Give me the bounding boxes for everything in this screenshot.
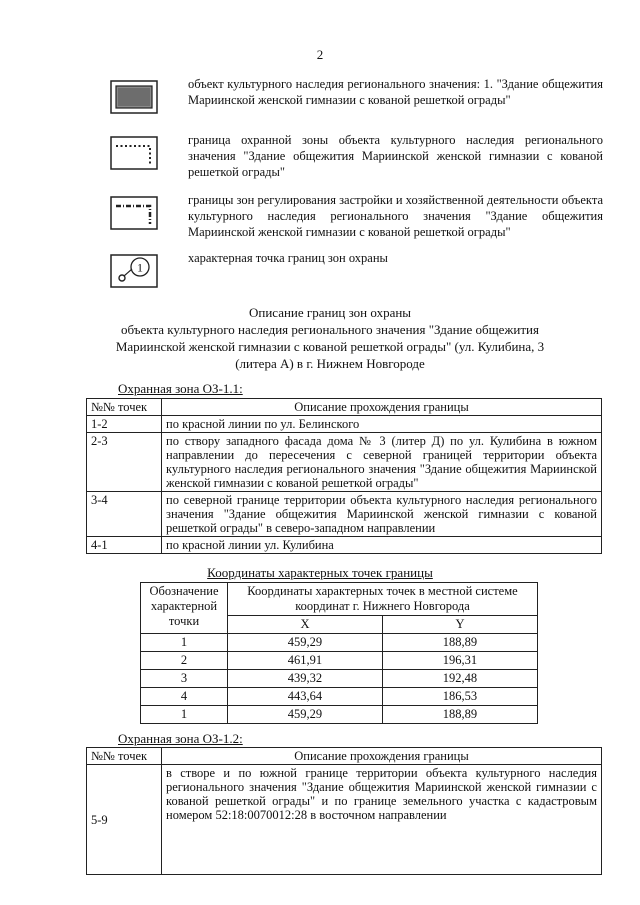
table-row — [141, 688, 538, 706]
characteristic-point-icon — [110, 254, 158, 293]
table-row — [87, 492, 602, 537]
x-cell: 439,32 — [228, 670, 383, 688]
legend-text-monument: объект культурного наследия регионального значения: 1. "Здание общежития Мариинской женской гимназии с кованой решеткой ограды" — [188, 77, 603, 107]
description-cell: по красной линии ул. Кулибина — [162, 537, 602, 554]
table-row — [87, 433, 602, 492]
table-header-row — [141, 583, 538, 616]
points-cell: 5-9 — [87, 765, 162, 875]
x-cell: 443,64 — [228, 688, 383, 706]
column-header-coordinates: Координаты характерных точек в местной системе координат г. Нижнего Новгорода — [228, 583, 538, 616]
table-row — [141, 706, 538, 724]
description-cell: по северной границе территории объекта культурного наследия регионального значения "Здание общежития Мариинской женской гимназии с кованой решеткой ограды" в северо-западном направлении — [162, 492, 602, 537]
table-row — [87, 537, 602, 554]
heading-line-4: (литера А) в г. Нижнем Новгороде — [235, 356, 425, 371]
section-heading — [40, 304, 620, 372]
point-cell: 1 — [141, 634, 228, 652]
y-cell: 196,31 — [382, 652, 537, 670]
description-cell: по красной линии по ул. Белинского — [162, 416, 602, 433]
y-cell: 188,89 — [382, 634, 537, 652]
column-header-description: Описание прохождения границы — [162, 748, 602, 765]
column-header-description: Описание прохождения границы — [162, 399, 602, 416]
regulation-zone-boundary-icon — [110, 196, 158, 235]
legend-text-regulation-zone: границы зон регулирования застройки и хозяйственной деятельности объекта культурного наследия регионального значения "Здание общежития Мариинской женской гимназии с кованой решеткой ограды" — [188, 193, 603, 239]
coordinates-title: Координаты характерных точек границы — [207, 565, 433, 580]
description-cell: в створе и по южной границе территории объекта культурного наследия регионального значения "Здание общежития Мариинской женской гимназии с кованой решеткой ограды" и по границе земельного участка с кадастровым номером 52:18:0070012:28 в восточном направлении — [162, 765, 602, 875]
column-header-x: X — [228, 616, 383, 634]
column-header-point-designation: Обозначение характерной точки — [141, 583, 228, 634]
heading-line-1: Описание границ зон охраны — [248, 305, 412, 320]
points-cell: 1-2 — [87, 416, 162, 433]
zone-1-caption: Охранная зона ОЗ-1.1: — [118, 381, 243, 396]
column-header-points: №№ точек — [87, 399, 162, 416]
table-row — [87, 765, 602, 875]
point-cell: 2 — [141, 652, 228, 670]
heading-line-3: Мариинской женской гимназии с кованой решеткой ограды" (ул. Кулибина, 3 — [115, 339, 545, 354]
table-row — [141, 652, 538, 670]
y-cell: 186,53 — [382, 688, 537, 706]
zone-2-table — [86, 747, 602, 875]
points-cell: 4-1 — [87, 537, 162, 554]
y-cell: 192,48 — [382, 670, 537, 688]
column-header-points: №№ точек — [87, 748, 162, 765]
points-cell: 3-4 — [87, 492, 162, 537]
protection-zone-boundary-icon — [110, 136, 158, 175]
zone-2-caption: Охранная зона ОЗ-1.2: — [118, 731, 243, 746]
page-number: 2 — [316, 47, 324, 62]
svg-text:1: 1 — [137, 260, 143, 275]
x-cell: 459,29 — [228, 706, 383, 724]
table-header-row — [87, 399, 602, 416]
table-row — [141, 670, 538, 688]
point-cell: 4 — [141, 688, 228, 706]
coordinates-table — [140, 582, 538, 724]
description-cell: по створу западного фасада дома № 3 (литер Д) по ул. Кулибина в южном направлении до пересечения с северной границей территории объекта культурного наследия регионального значения "Здание общежития Мариинской женской гимназии с кованой решеткой ограды" — [162, 433, 602, 492]
points-cell: 2-3 — [87, 433, 162, 492]
table-row — [141, 634, 538, 652]
column-header-y: Y — [382, 616, 537, 634]
point-cell: 1 — [141, 706, 228, 724]
x-cell: 461,91 — [228, 652, 383, 670]
legend-text-characteristic-point: характерная точка границ зон охраны — [188, 251, 388, 265]
legend-text-protection-zone: граница охранной зоны объекта культурного наследия регионального значения "Здание общежития Мариинской женской гимназии с кованой решеткой ограды" — [188, 133, 603, 179]
table-row — [87, 416, 602, 433]
zone-1-table — [86, 398, 602, 554]
heading-line-2: объекта культурного наследия регионального значения "Здание общежития — [121, 322, 539, 337]
table-header-row — [87, 748, 602, 765]
point-cell: 3 — [141, 670, 228, 688]
x-cell: 459,29 — [228, 634, 383, 652]
y-cell: 188,89 — [382, 706, 537, 724]
monument-object-icon — [110, 80, 158, 119]
